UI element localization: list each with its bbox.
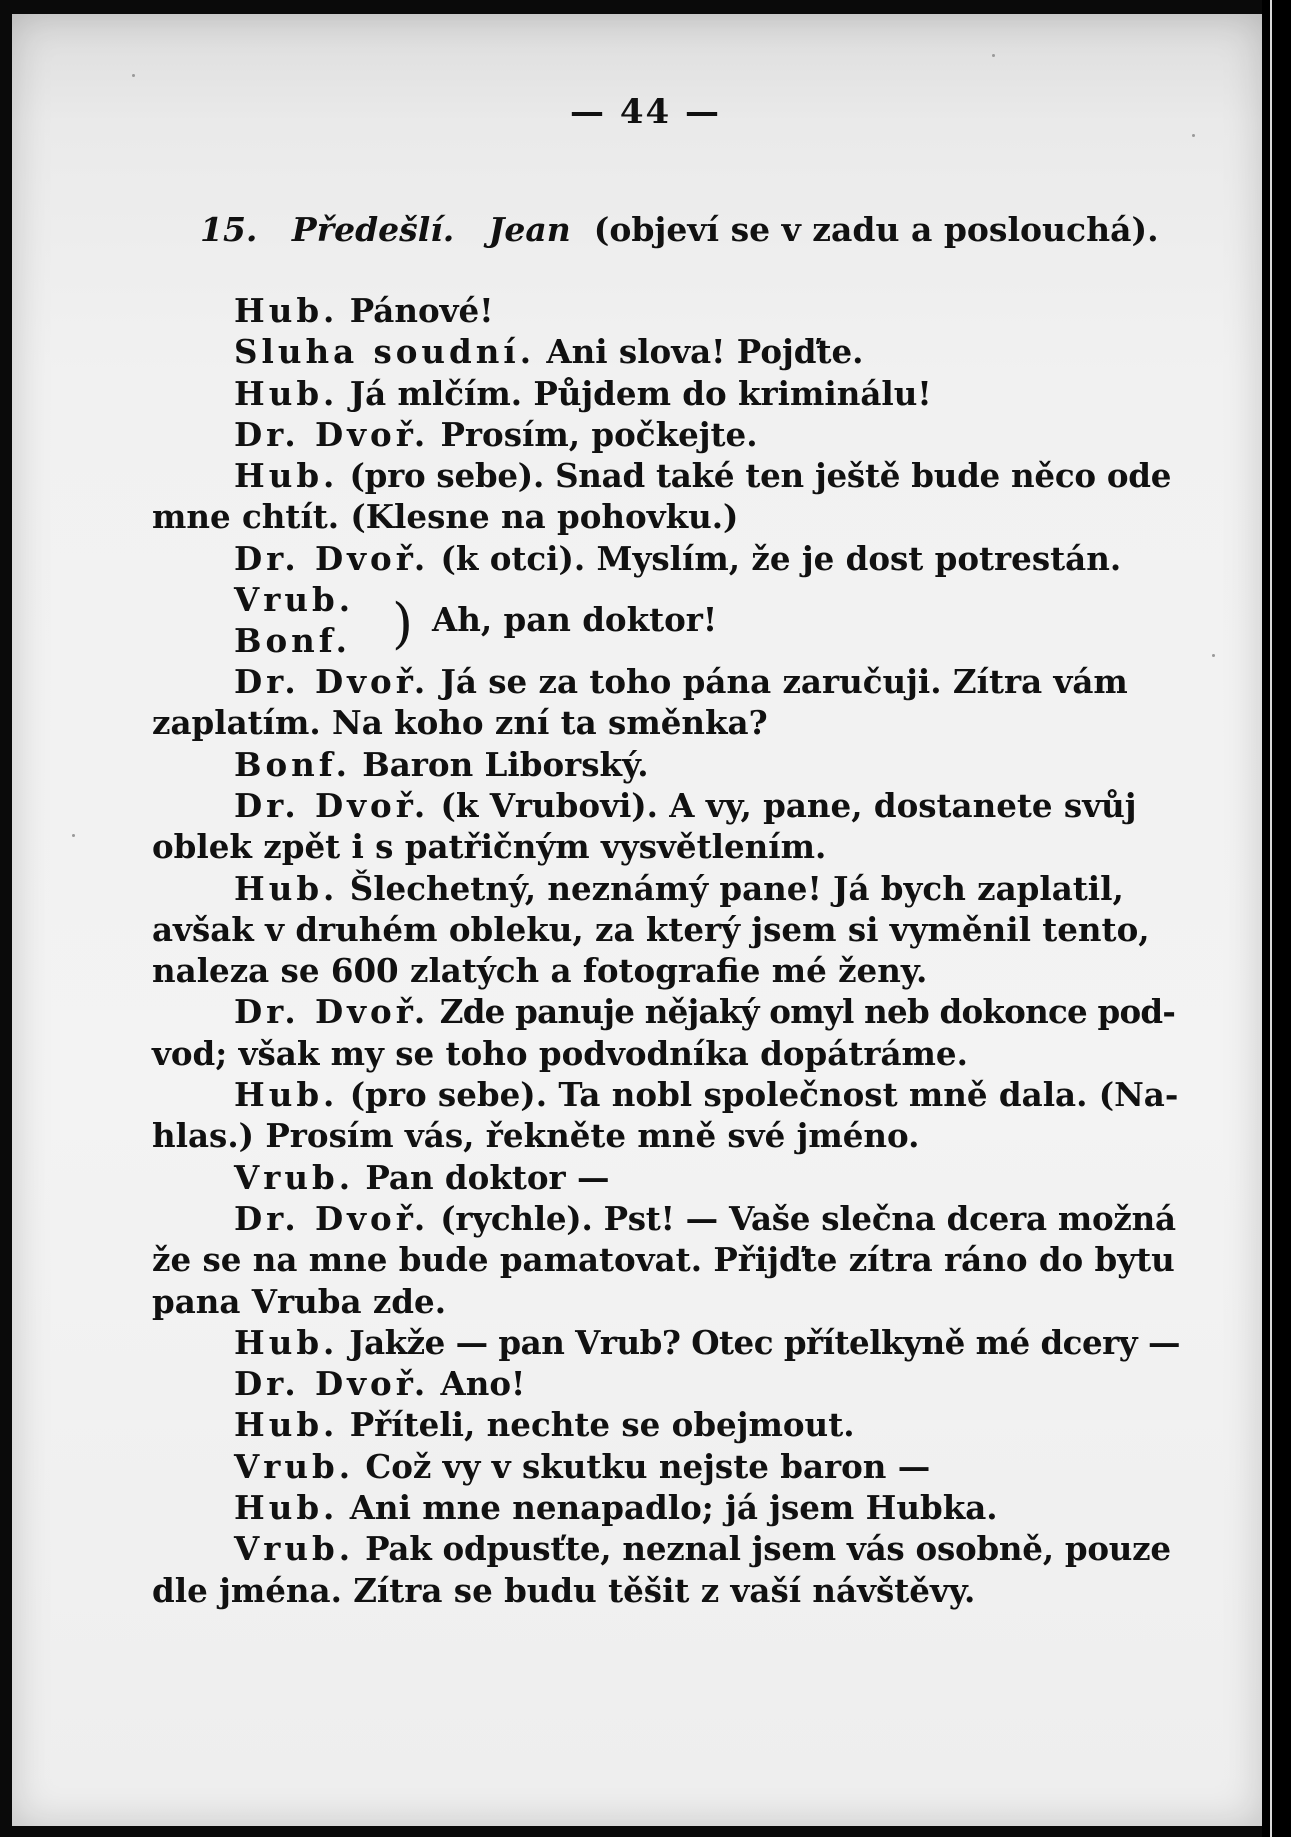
- speaker: Dr. Dvoř.: [234, 1198, 430, 1238]
- speech: Ani slova! Pojďte.: [546, 332, 864, 372]
- page-number: — 44 —: [570, 92, 721, 132]
- dialogue-continuation: [152, 1570, 1180, 1611]
- speaker: Hub.: [234, 1488, 339, 1528]
- speaker: Hub.: [234, 1322, 339, 1362]
- speaker: Dr. Dvoř.: [234, 992, 430, 1032]
- speaker-brace: ): [392, 592, 414, 656]
- speech: Ani mne nenapadlo; já jsem Hubka.: [349, 1488, 998, 1528]
- speaker: Dr. Dvoř.: [234, 785, 430, 825]
- scene-character-jean: Jean: [488, 210, 571, 249]
- dialogue-continuation: [152, 1033, 1180, 1074]
- speaker: Hub.: [234, 291, 339, 330]
- speaker-top: Vrub.: [234, 580, 355, 620]
- dialogue-line: [152, 1404, 1180, 1445]
- dialogue-line: [152, 1363, 1180, 1404]
- dialogue-line: [152, 1528, 1180, 1569]
- dialogue-continuation: [152, 496, 1180, 537]
- dialogue-continuation: [152, 950, 1180, 991]
- speech: (pro sebe). Snad také ten ještě bude něco ode: [349, 456, 1172, 496]
- speech: Příteli, nechte se obejmout.: [349, 1405, 855, 1445]
- dialogue-line: [152, 455, 1180, 496]
- speech: Pak odpusťte, neznal jsem vás osobně, pouze: [365, 1529, 1171, 1569]
- scene-number: 15.: [200, 210, 258, 249]
- speech: (pro sebe). Ta nobl společnost mně dala. (Na-: [349, 1075, 1179, 1115]
- dialogue-line: [152, 1157, 1180, 1198]
- speaker: Dr. Dvoř.: [234, 414, 430, 454]
- speech: že se na mne bude pamatovat. Přijďte zítra ráno do bytu: [152, 1240, 1175, 1280]
- speech: mne chtít. (Klesne na pohovku.): [152, 497, 739, 537]
- speaker: Sluha soudní.: [234, 332, 536, 372]
- speaker: Hub.: [234, 1405, 339, 1445]
- speech: Já se za toho pána zaručuji. Zítra vám: [440, 662, 1128, 702]
- speech: Já mlčím. Půjdem do kriminálu!: [349, 373, 932, 413]
- dialogue-line: [152, 1322, 1180, 1363]
- scene-characters: Předešlí.: [291, 210, 455, 249]
- speaker-bottom: Bonf.: [234, 621, 351, 661]
- dialogue-continuation: [152, 702, 1180, 743]
- dialogue-line: [152, 1446, 1180, 1487]
- speech: vod; však my se toho podvodníka dopátráme.: [152, 1033, 968, 1073]
- speaker: Bonf.: [234, 744, 351, 784]
- speech: Šlechetný, neznámý pane! Já bych zaplatil,: [349, 868, 1124, 908]
- dialogue-line: [152, 744, 1180, 785]
- dialogue-body: [152, 290, 1180, 1611]
- dialogue-continuation: [152, 826, 1180, 867]
- scan-edge: [1262, 0, 1291, 1837]
- speaker: Hub.: [234, 456, 339, 496]
- speaker: Vrub.: [234, 1446, 355, 1486]
- speech: dle jména. Zítra se budu těšit z vaší návštěvy.: [152, 1570, 976, 1610]
- speech: Jakže — pan Vrub? Otec přítelkyně mé dcery —: [349, 1322, 1180, 1362]
- dialogue-continuation: [152, 1239, 1180, 1280]
- speaker: Vrub.: [234, 1157, 355, 1197]
- stage-direction: (objeví se v zadu a poslouchá).: [593, 210, 1159, 249]
- dialogue-line: [152, 785, 1180, 826]
- dialogue-line: [152, 868, 1180, 909]
- dialogue-line: [152, 373, 1180, 414]
- speech: Pánové!: [349, 291, 494, 330]
- dialogue-line: [152, 991, 1180, 1032]
- dialogue-line: [152, 1487, 1180, 1528]
- dialogue-line: [152, 290, 1180, 331]
- dialogue-continuation: [152, 1281, 1180, 1322]
- speech: Prosím, počkejte.: [440, 414, 758, 454]
- dialogue-line: [152, 331, 1180, 372]
- scan-edge-line: [1270, 0, 1272, 1837]
- speech: Což vy v skutku nejste baron —: [365, 1446, 931, 1486]
- dialogue-line: [152, 1074, 1180, 1115]
- speaker: Dr. Dvoř.: [234, 662, 430, 702]
- dialogue-continuation: [152, 909, 1180, 950]
- dialogue-line: [152, 1198, 1180, 1239]
- speech: avšak v druhém obleku, za který jsem si vyměnil tento,: [152, 909, 1150, 949]
- speaker: Vrub.: [234, 1529, 355, 1569]
- joint-speech: [152, 579, 1180, 661]
- speech: oblek zpět i s patřičným vysvětlením.: [152, 827, 827, 867]
- joint-speakers: [234, 579, 354, 661]
- speech: hlas.) Prosím vás, řekněte mně své jméno.: [152, 1116, 920, 1156]
- speech: (rychle). Pst! — Vaše slečna dcera možná: [440, 1198, 1176, 1238]
- speech: pana Vruba zde.: [152, 1281, 447, 1321]
- speech: Baron Liborský.: [362, 744, 649, 784]
- dialogue-line: [152, 414, 1180, 455]
- dialogue-line: [152, 661, 1180, 702]
- speech: Pan doktor —: [365, 1157, 610, 1197]
- speech: naleza se 600 zlatých a fotografie mé ženy.: [152, 951, 928, 991]
- joint-speech-text: Ah, pan doktor!: [432, 600, 718, 640]
- speech: Zde panuje nějaký omyl neb dokonce pod-: [439, 992, 1176, 1032]
- dialogue-line: [152, 538, 1180, 579]
- dialogue-continuation: [152, 1115, 1180, 1156]
- speaker: Hub.: [234, 1075, 339, 1115]
- speech: (k Vrubovi). A vy, pane, dostanete svůj: [440, 785, 1137, 825]
- speaker: Hub.: [234, 868, 339, 908]
- speech: Ano!: [440, 1364, 526, 1404]
- speaker: Dr. Dvoř.: [234, 538, 430, 578]
- speech: zaplatím. Na koho zní ta směnka?: [152, 703, 768, 743]
- speaker: Dr. Dvoř.: [234, 1364, 430, 1404]
- scene-heading: [200, 210, 1159, 249]
- speaker: Hub.: [234, 373, 339, 413]
- speech: (k otci). Myslím, že je dost potrestán.: [440, 538, 1122, 578]
